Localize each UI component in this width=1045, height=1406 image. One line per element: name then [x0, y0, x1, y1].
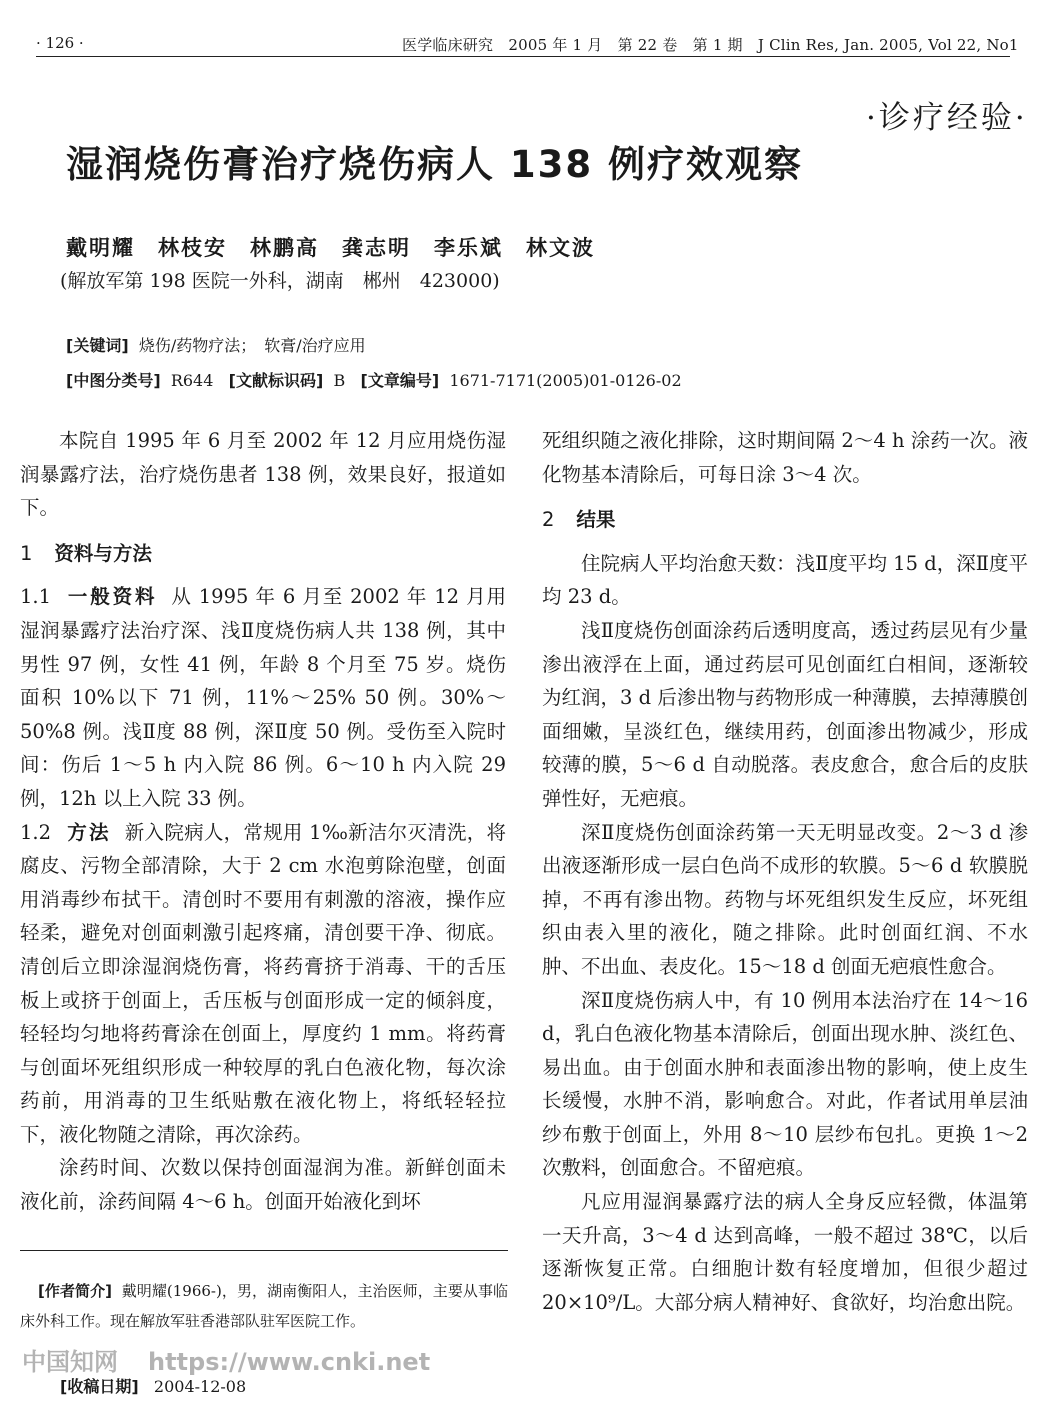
section-1-title: 资料与方法 — [54, 541, 152, 565]
watermark-brand: 中国知网 — [22, 1348, 118, 1376]
doc-code-label: [文献标识码] — [228, 371, 324, 390]
page-number: · 126 · — [36, 34, 84, 52]
footnote-rule — [20, 1250, 508, 1251]
results-paragraph-1: 住院病人平均治愈天数：浅Ⅱ度平均 15 d，深Ⅱ度平均 23 d。 — [542, 551, 1028, 609]
clc-label: [中图分类号] — [66, 371, 161, 390]
journal-header: 医学临床研究 2005 年 1 月 第 22 卷 第 1 期 J Clin Res, Jan. 2005, Vol 22, No1 — [402, 36, 1019, 54]
cnki-watermark — [22, 1342, 460, 1377]
right-column — [542, 424, 1028, 1319]
article-number-label: [文章编号] — [360, 371, 440, 390]
results-paragraph-5: 凡应用湿润暴露疗法的病人全身反应轻微，体温第一天升高，3～4 d 达到高峰，一般不超过 38℃，以后逐渐恢复正常。白细胞计数有轻度增加，但很少超过 20×10⁹/L。大部分病人精神好、食欲好，均治愈出院。 — [542, 1190, 1028, 1314]
left-column — [20, 424, 506, 1219]
received-label: [收稿日期] — [60, 1377, 139, 1396]
header-rule — [36, 56, 1010, 57]
received-date — [60, 1374, 246, 1397]
authors: 戴明耀 林枝安 林鹏高 龚志明 李乐斌 林文波 — [66, 235, 595, 260]
subsection-1-1 — [20, 580, 506, 815]
section-2-title: 结果 — [576, 508, 616, 532]
continued-paragraph: 死组织随之液化排除，这时期间隔 2～4 h 涂药一次。液化物基本清除后，可每日涂 3～4 次。 — [542, 429, 1028, 486]
footnote-label: [作者简介] — [38, 1282, 113, 1300]
results-paragraph-3: 深Ⅱ度烧伤创面涂药第一天无明显改变。2～3 d 渗出液逐渐形成一层白色尚不成形的软膜。5～6 d 软膜脱掉，不再有渗出物。药物与坏死组织发生反应，坏死组织由表入里的液化，随之排除。此时创面红润、不水肿、不出血、表皮化。15～18 d 创面无疤痕性愈合。 — [542, 820, 1028, 978]
results-paragraph-2: 浅Ⅱ度烧伤创面涂药后透明度高，透过药层见有少量渗出液浮在上面，通过药层可见创面红白相间，逐渐较为红润，3 d 后渗出物与药物形成一种薄膜，去掉薄膜创面细嫩，呈淡红色，继续用药，创面渗出物减少，形成较薄的膜，5～6 d 自动脱落。表皮愈合，愈合后的皮肤弹性好，无疤痕。 — [542, 618, 1028, 810]
keywords-line — [66, 333, 366, 356]
subsection-1-2-text: 新入院病人，常规用 1‰新洁尔灭清洗，将腐皮、污物全部清除，大于 2 cm 水泡剪除泡壁，创面用消毒纱布拭干。清创时不要用有刺激的溶液，操作应轻柔，避免对创面刺激引起疼痛，清创要干净、彻底。清创后立即涂湿润烧伤膏，将药膏挤于消毒、干的舌压板上或挤于创面上，舌压板与创面形成一定的倾斜度，轻轻均匀地将药膏涂在创面上，厚度约 1 mm。将药膏与创面坏死组织形成一种较厚的乳白色液化物，每次涂药前，用消毒的卫生纸贴敷在液化物上，将纸轻轻拉下，液化物随之清除，再次涂药。 — [20, 820, 506, 1146]
subsection-1-1-number: 1.1 — [20, 585, 52, 609]
application-paragraph: 涂药时间、次数以保持创面湿润为准。新鲜创面未液化前，涂药间隔 4～6 h。创面开始液化到坏 — [20, 1156, 506, 1214]
author-footnote — [20, 1276, 508, 1336]
section-1-number: 1 — [20, 541, 33, 565]
affiliation: (解放军第 198 医院一外科，湖南 郴州 423000) — [60, 270, 500, 292]
keywords-value: 烧伤/药物疗法； 软膏/治疗应用 — [138, 336, 366, 355]
footnote-text: 戴明耀(1966-)，男，湖南衡阳人，主治医师，主要从事临床外科工作。现在解放军驻香港部队驻军医院工作。 — [20, 1282, 509, 1330]
section-2-heading — [542, 503, 1028, 537]
subsection-1-1-text: 从 1995 年 6 月至 2002 年 12 月用湿润暴露疗法治疗深、浅Ⅱ度烧伤病人共 138 例，其中男性 97 例，女性 41 例，年龄 8 个月至 75 岁。烧伤面积 10%以下 71 例，11%～25% 50 例。30%～50%8 例。浅Ⅱ度 88 例，深Ⅱ度 50 例。受伤至入院时间：伤后 1～5 h 内入院 86 例。6～10 h 内入院 29 例，12h 以上入院 33 例。 — [20, 585, 506, 810]
doc-code-value: B — [333, 371, 346, 390]
clc-value: R644 — [170, 371, 214, 390]
subsection-1-2-label: 方法 — [67, 820, 111, 844]
article-title: 湿润烧伤膏治疗烧伤病人 138 例疗效观察 — [66, 143, 803, 186]
keywords-label: [关键词] — [66, 336, 129, 355]
subsection-1-1-label: 一般资料 — [67, 585, 158, 609]
subsection-1-2 — [20, 816, 506, 1152]
watermark-url: https://www.cnki.net — [148, 1348, 431, 1376]
classification-line — [66, 368, 682, 391]
section-1-heading — [20, 537, 506, 571]
section-2-number: 2 — [542, 508, 555, 532]
results-paragraph-4: 深Ⅱ度烧伤病人中，有 10 例用本法治疗在 14～16 d，乳白色液化物基本清除后，创面出现水肿、淡红色、易出血。由于创面水肿和表面渗出物的影响，使上皮生长缓慢，水肿不消，影响愈合。对此，作者试用单层油纱布敷于创面上，外用 8～10 层纱布包扎。更换 1～2 次敷料，创面愈合。不留疤痕。 — [542, 988, 1028, 1180]
article-number-value: 1671-7171(2005)01-0126-02 — [449, 371, 682, 390]
section-tag: ·诊疗经验· — [866, 100, 1028, 136]
intro-paragraph: 本院自 1995 年 6 月至 2002 年 12 月应用烧伤湿润暴露疗法，治疗烧伤患者 138 例，效果良好，报道如下。 — [20, 429, 506, 520]
received-value: 2004-12-08 — [153, 1377, 247, 1396]
subsection-1-2-number: 1.2 — [20, 820, 52, 844]
